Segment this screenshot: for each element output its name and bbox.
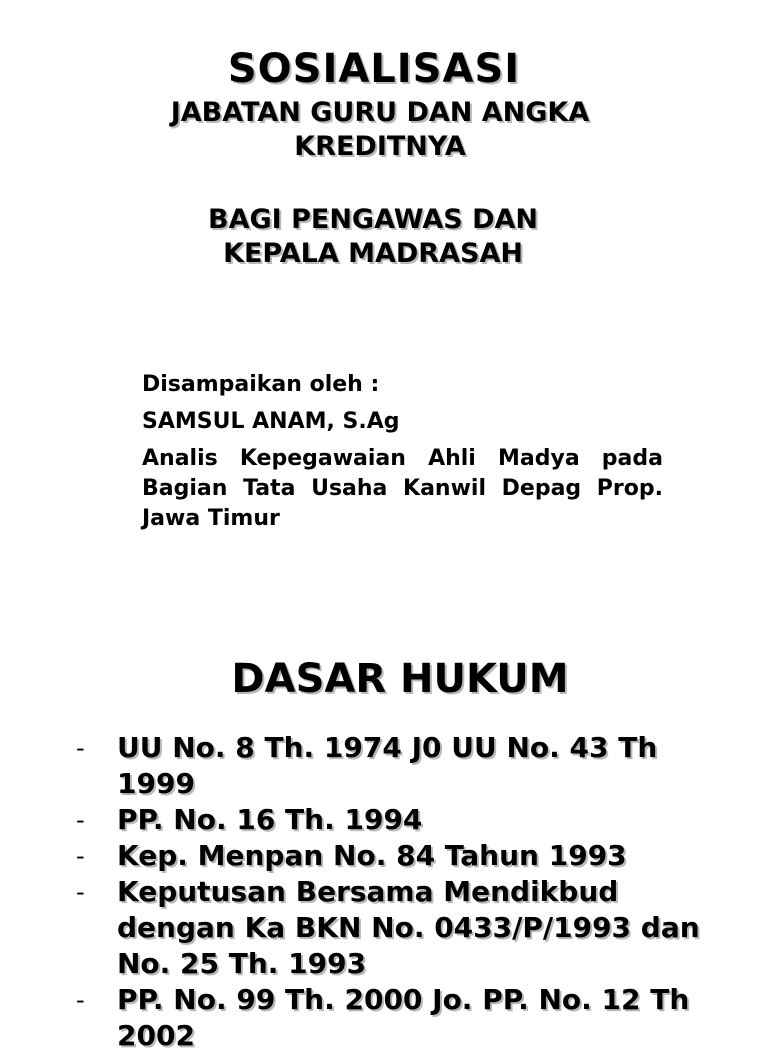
cover-subtitle-line: JABATAN GURU DAN ANGKA — [170, 97, 590, 128]
list-item — [76, 982, 736, 1054]
slide-legal-basis — [0, 640, 768, 1052]
list-item — [76, 838, 736, 874]
cover-subtitle — [130, 96, 630, 164]
dash-bullet: - — [76, 878, 85, 906]
presenter-position: Analis Kepegawaian Ahli Madya pada Bagian Tata Usaha Kanwil Depag Prop. Jawa Timur — [142, 446, 663, 531]
presenter-name: SAMSUL ANAM, S.Ag — [142, 409, 400, 434]
dash-bullet: - — [76, 986, 85, 1014]
dash-bullet: - — [76, 806, 85, 834]
dash-bullet: - — [76, 734, 85, 762]
list-item-text: Kep. Menpan No. 84 Tahun 1993 — [117, 839, 627, 872]
list-item — [76, 730, 736, 802]
list-item — [76, 874, 736, 982]
cover-audience-line: KEPALA MADRASAH — [223, 238, 523, 269]
cover-audience-line: BAGI PENGAWAS DAN — [208, 204, 538, 235]
cover-audience — [180, 203, 566, 271]
list-item-text: PP. No. 99 Th. 2000 Jo. PP. No. 12 Th 2002 — [117, 983, 690, 1052]
law-list — [76, 730, 736, 1054]
list-item-text: Keputusan Bersama Mendikbud dengan Ka BKN No. 0433/P/1993 dan No. 25 Th. 1993 — [117, 875, 700, 980]
cover-subtitle-line: KREDITNYA — [294, 131, 466, 162]
cover-title: SOSIALISASI — [227, 46, 521, 92]
presenter-block — [142, 370, 663, 541]
list-item — [76, 802, 736, 838]
presenter-label: Disampaikan oleh : — [142, 372, 380, 397]
list-item-text: UU No. 8 Th. 1974 J0 UU No. 43 Th 1999 — [117, 731, 658, 800]
dash-bullet: - — [76, 842, 85, 870]
list-item-text: PP. No. 16 Th. 1994 — [117, 803, 423, 836]
section-title: DASAR HUKUM — [231, 656, 569, 702]
